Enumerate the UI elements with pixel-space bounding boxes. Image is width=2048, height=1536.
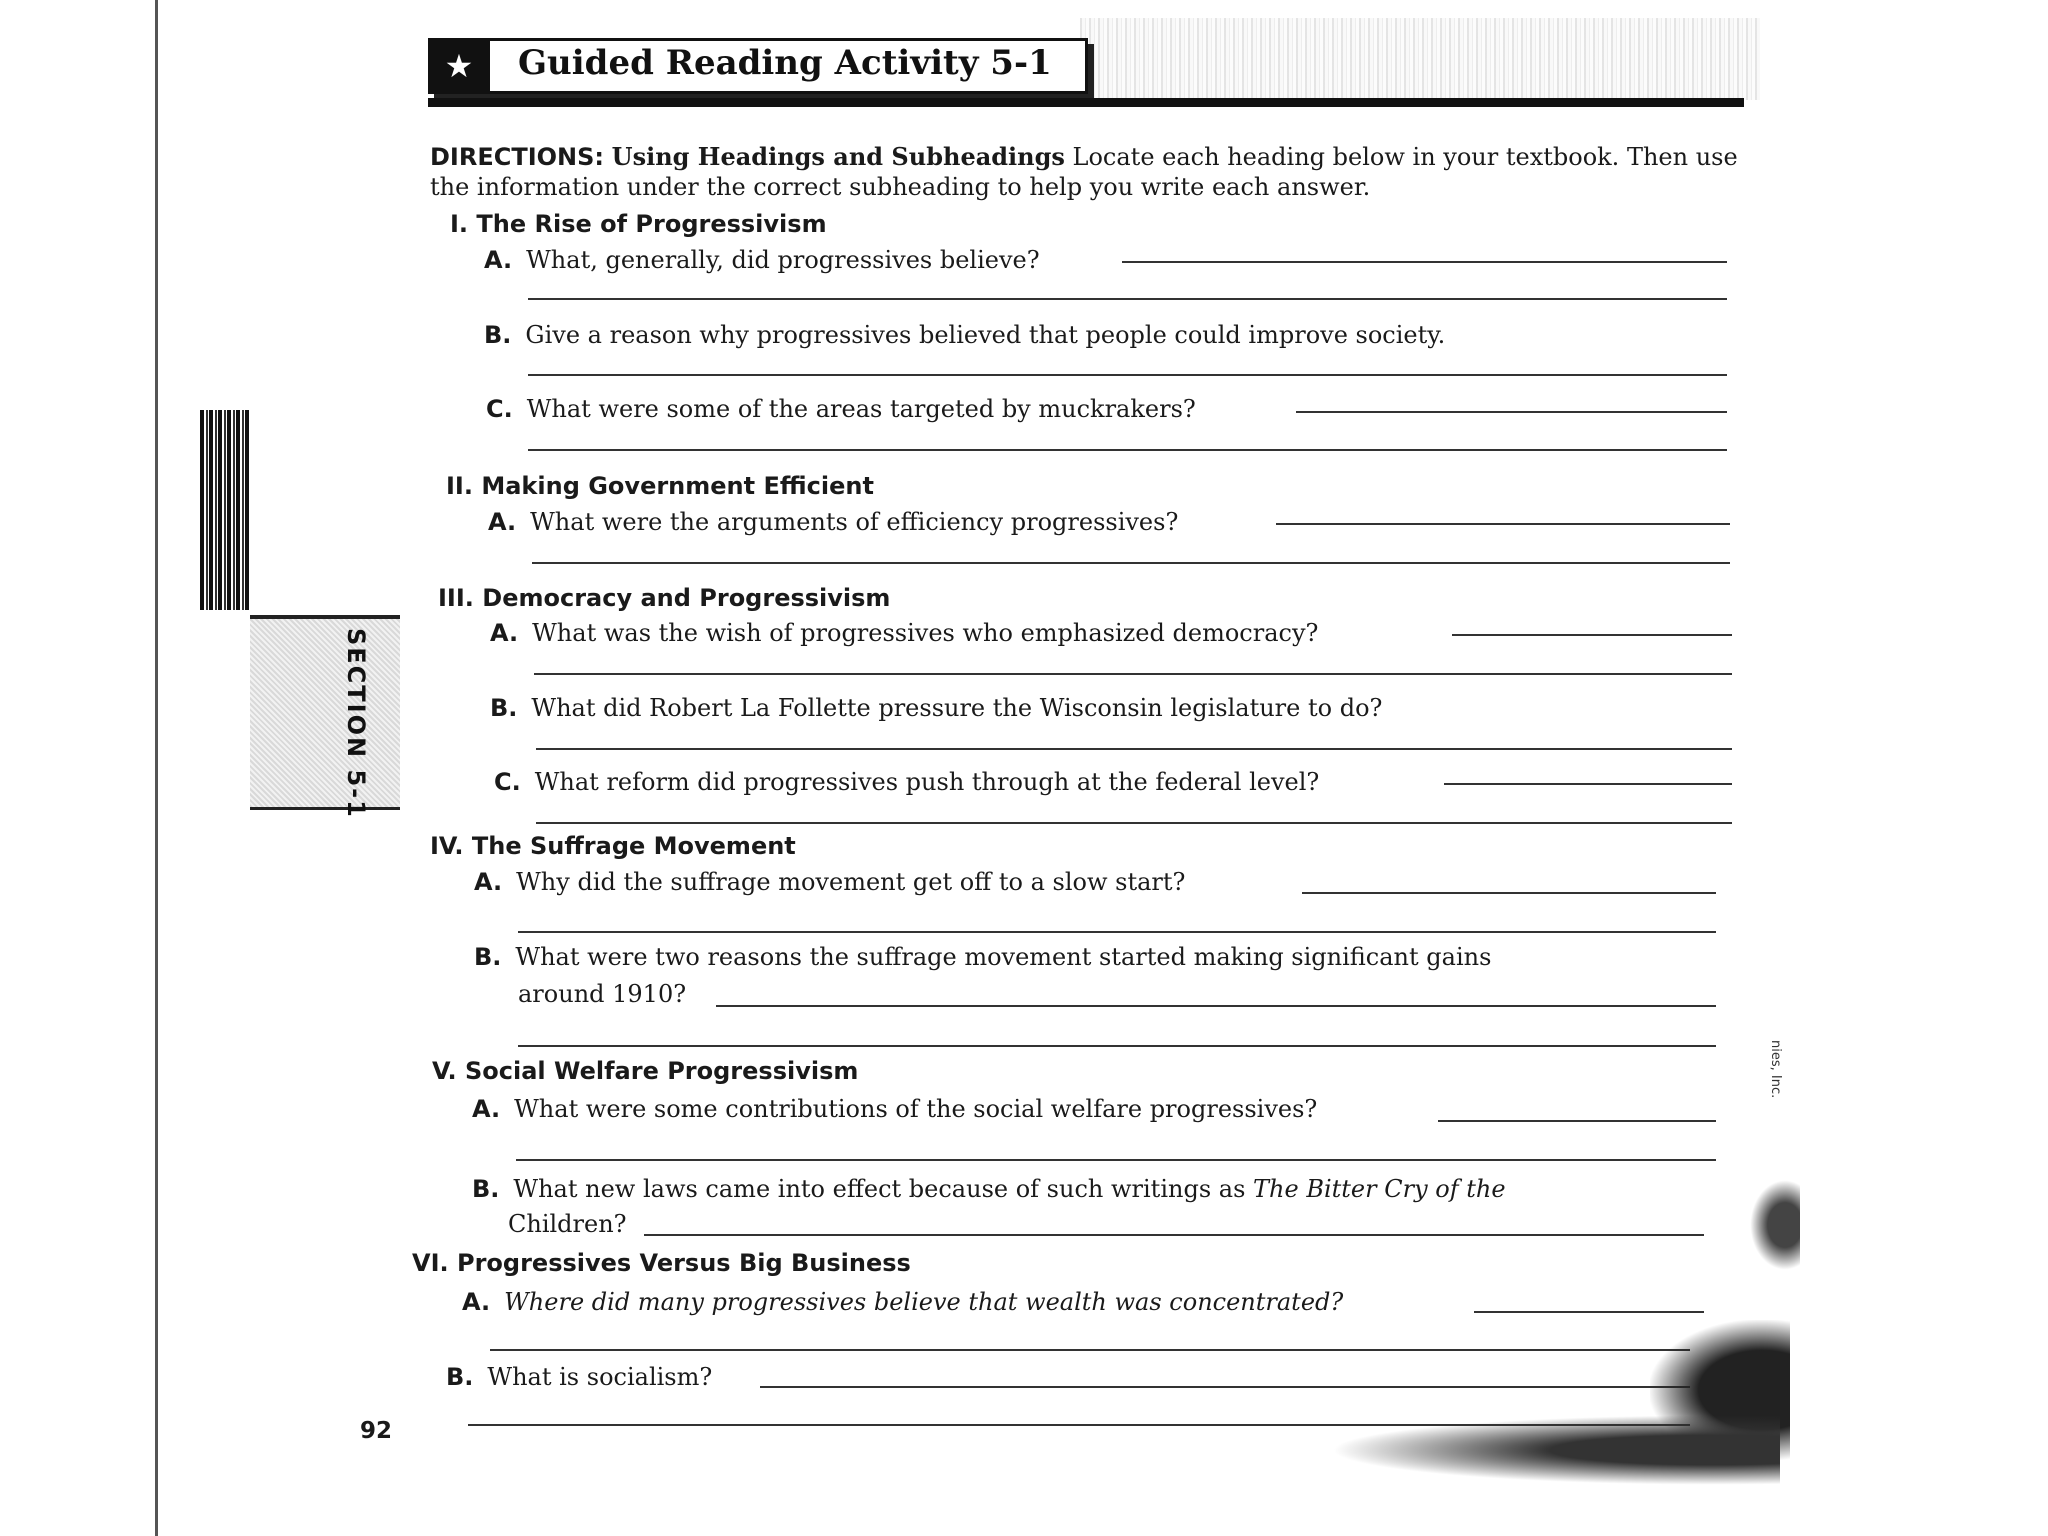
copyright-fragment: nies, Inc. [1768, 1040, 1783, 1099]
directions-heading: Using Headings and Subheadings [611, 142, 1065, 171]
question-4b-cont: around 1910? [518, 980, 687, 1008]
star-icon: ★ [428, 38, 490, 94]
scan-noise [1080, 18, 1760, 100]
section-heading-1: I. The Rise of Progressivism [450, 210, 827, 238]
answer-line[interactable] [536, 748, 1732, 750]
question-4b: B. What were two reasons the suffrage movement started making significant gains [474, 943, 1492, 971]
page-edge [155, 0, 158, 1536]
answer-line[interactable] [1276, 523, 1730, 525]
answer-line[interactable] [536, 822, 1732, 824]
question-5b: B. What new laws came into effect because of such writings as The Bitter Cry of the [472, 1175, 1506, 1203]
answer-line[interactable] [528, 449, 1727, 451]
section-heading-3: III. Democracy and Progressivism [438, 584, 891, 612]
answer-line[interactable] [1296, 411, 1727, 413]
section-tab [250, 615, 400, 810]
section-heading-4: IV. The Suffrage Movement [430, 832, 796, 860]
answer-line[interactable] [528, 374, 1727, 376]
directions-label: DIRECTIONS: [430, 143, 605, 171]
answer-line[interactable] [760, 1386, 1690, 1388]
worksheet-title: Guided Reading Activity 5-1 [518, 43, 1052, 83]
question-1a: A. What, generally, did progressives believe? [484, 246, 1040, 274]
answer-line[interactable] [518, 1045, 1716, 1047]
question-1c: C. What were some of the areas targeted by muckrakers? [486, 395, 1196, 423]
answer-line[interactable] [1438, 1120, 1716, 1122]
directions [430, 142, 1750, 202]
answer-line[interactable] [518, 931, 1716, 933]
answer-line[interactable] [534, 673, 1732, 675]
section-heading-2: II. Making Government Efficient [446, 472, 874, 500]
answer-line[interactable] [644, 1234, 1704, 1236]
answer-line[interactable] [490, 1349, 1690, 1351]
question-5a: A. What were some contributions of the social welfare progressives? [472, 1095, 1318, 1123]
section-heading-6: VI. Progressives Versus Big Business [412, 1249, 911, 1277]
answer-line[interactable] [1474, 1311, 1704, 1313]
answer-line[interactable] [1444, 783, 1732, 785]
section-heading-5: V. Social Welfare Progressivism [432, 1057, 859, 1085]
scan-smudge [1330, 1415, 1780, 1485]
answer-line[interactable] [1122, 261, 1727, 263]
question-3c: C. What reform did progressives push through at the federal level? [494, 768, 1320, 796]
question-3a: A. What was the wish of progressives who emphasized democracy? [490, 619, 1319, 647]
answer-line[interactable] [516, 1159, 1716, 1161]
question-5b-cont: Children? [508, 1210, 627, 1238]
question-6a: A. Where did many progressives believe that wealth was concentrated? [462, 1288, 1344, 1316]
question-1b: B. Give a reason why progressives believed that people could improve society. [484, 321, 1446, 349]
margin-barcode [200, 410, 250, 610]
section-tab-label: SECTION 5-1 [342, 628, 370, 819]
answer-line[interactable] [528, 298, 1727, 300]
question-4a: A. Why did the suffrage movement get off to a slow start? [474, 868, 1186, 896]
question-3b: B. What did Robert La Follette pressure the Wisconsin legislature to do? [490, 694, 1383, 722]
page-number: 92 [360, 1418, 393, 1444]
question-2a: A. What were the arguments of efficiency progressives? [488, 508, 1179, 536]
answer-line[interactable] [1452, 634, 1732, 636]
question-6b: B. What is socialism? [446, 1363, 713, 1391]
header-rule [428, 98, 1744, 107]
scan-smudge [1750, 1180, 1800, 1270]
directions-text: Locate each heading below in your textbook. Then use the information under the correct subheading to help you write each answer. [430, 143, 1738, 201]
answer-line[interactable] [716, 1005, 1716, 1007]
answer-line[interactable] [1302, 892, 1716, 894]
answer-line[interactable] [532, 562, 1730, 564]
